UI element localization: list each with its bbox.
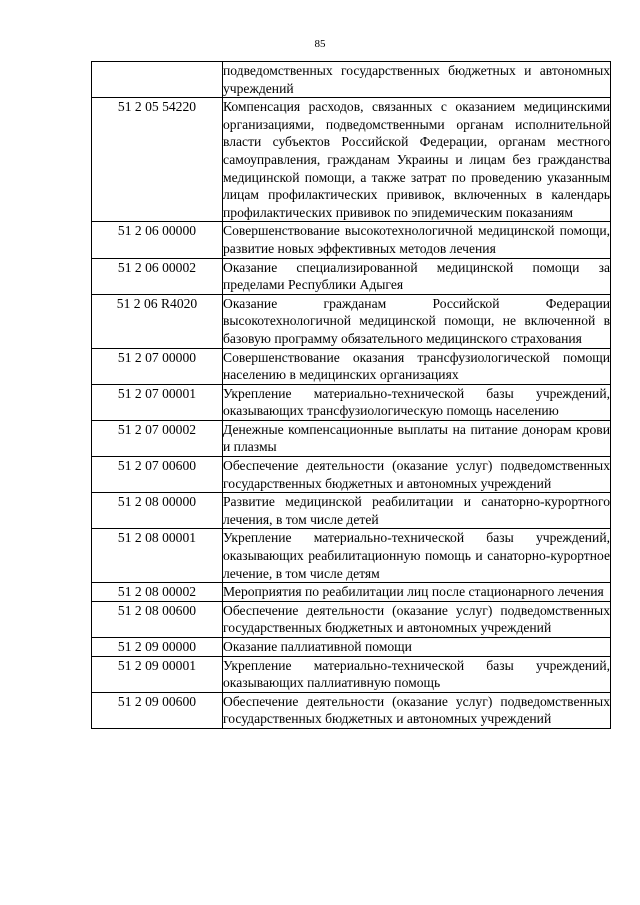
table-row [92, 384, 611, 420]
table-row [92, 258, 611, 294]
row-description: Обеспечение деятельности (оказание услуг) подведомственных государственных бюджетных и автономных учреждений [223, 601, 611, 637]
row-description: Укрепление материально-технической базы учреждений, оказывающих трансфузиологическую помощь населению [223, 384, 611, 420]
table-row [92, 222, 611, 258]
row-description: Совершенствование оказания трансфузиологической помощи населению в медицинских организациях [223, 348, 611, 384]
row-code: 51 2 07 00001 [92, 384, 223, 420]
table-row [92, 457, 611, 493]
row-description: Оказание гражданам Российской Федерации высокотехнологичной медицинской помощи, не включенной в базовую программу обязательного медицинского страхования [223, 294, 611, 348]
row-description: Оказание паллиативной помощи [223, 638, 611, 657]
row-code: 51 2 07 00600 [92, 457, 223, 493]
row-code: 51 2 06 R4020 [92, 294, 223, 348]
table-body [92, 62, 611, 729]
row-code: 51 2 08 00600 [92, 601, 223, 637]
table-row [92, 420, 611, 456]
row-code: 51 2 08 00002 [92, 583, 223, 602]
table-row [92, 692, 611, 728]
table-row [92, 493, 611, 529]
table-row [92, 638, 611, 657]
row-description: Компенсация расходов, связанных с оказанием медицинскими организациями, подведомственными органам исполнительной власти субъектов Российской Федерации, органам местного самоуправления, гражданам Украины и лицам без гражданства медицинской помощи, а также затрат по проведению указанным лицам профилактических прививок, включенных в календарь профилактических прививок по эпидемическим показаниям [223, 98, 611, 222]
row-description: Обеспечение деятельности (оказание услуг) подведомственных государственных бюджетных и автономных учреждений [223, 457, 611, 493]
row-description: Денежные компенсационные выплаты на питание донорам крови и плазмы [223, 420, 611, 456]
table-row [92, 62, 611, 98]
row-description: Оказание специализированной медицинской помощи за пределами Республики Адыгея [223, 258, 611, 294]
row-description: Обеспечение деятельности (оказание услуг) подведомственных государственных бюджетных и автономных учреждений [223, 692, 611, 728]
row-code: 51 2 06 00002 [92, 258, 223, 294]
row-code [92, 62, 223, 98]
table-row [92, 294, 611, 348]
row-code: 51 2 07 00000 [92, 348, 223, 384]
row-code: 51 2 09 00001 [92, 656, 223, 692]
budget-classification-table [91, 61, 611, 729]
row-description: Совершенствование высокотехнологичной медицинской помощи, развитие новых эффективных методов лечения [223, 222, 611, 258]
table-row [92, 529, 611, 583]
table-row [92, 98, 611, 222]
row-code: 51 2 09 00000 [92, 638, 223, 657]
row-code: 51 2 08 00000 [92, 493, 223, 529]
page-number: 85 [314, 38, 326, 50]
row-description: Развитие медицинской реабилитации и санаторно-курортного лечения, в том числе детей [223, 493, 611, 529]
table-row [92, 656, 611, 692]
table-row [92, 348, 611, 384]
row-code: 51 2 08 00001 [92, 529, 223, 583]
row-description: Укрепление материально-технической базы учреждений, оказывающих паллиативную помощь [223, 656, 611, 692]
row-description: Укрепление материально-технической базы учреждений, оказывающих реабилитационную помощь и санаторно-курортное лечение, в том числе детям [223, 529, 611, 583]
row-code: 51 2 07 00002 [92, 420, 223, 456]
row-code: 51 2 05 54220 [92, 98, 223, 222]
row-code: 51 2 09 00600 [92, 692, 223, 728]
row-code: 51 2 06 00000 [92, 222, 223, 258]
table-row [92, 601, 611, 637]
row-description: Мероприятия по реабилитации лиц после стационарного лечения [223, 583, 611, 602]
table-row [92, 583, 611, 602]
row-description: подведомственных государственных бюджетных и автономных учреждений [223, 62, 611, 98]
